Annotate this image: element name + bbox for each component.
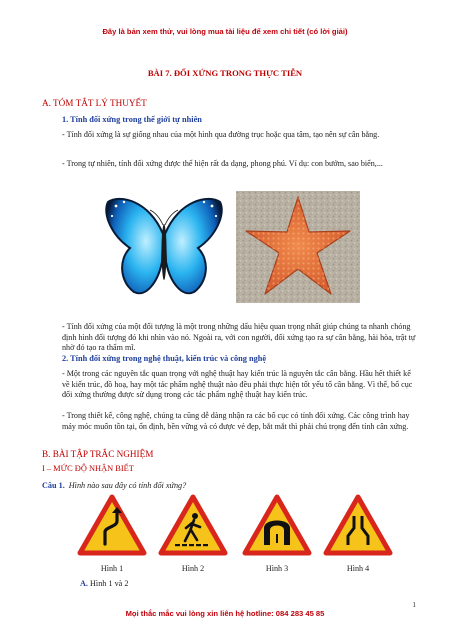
level-heading: I – MỨC ĐỘ NHẬN BIẾT <box>42 464 134 473</box>
section-b-heading: B. BÀI TẬP TRẮC NGHIỆM <box>42 449 154 459</box>
question-1-text: Hình nào sau đây có tính đối xứng? <box>68 481 187 490</box>
paragraph-design-technology: - Trong thiết kế, công nghệ, chúng ta cũng dễ dàng nhận ra các bố cục có tính đối xứng. Các công trình hay máy móc muốn tồn tại, ổn định, bền vững và có được vẻ đẹp, bắt mắt thì phải chú trọng đến tính cân xứng. <box>62 411 410 431</box>
butterfly-image <box>104 192 224 302</box>
starfish-image <box>236 191 360 303</box>
section-a-heading: A. TÓM TẮT LÝ THUYẾT <box>42 98 147 108</box>
footer-banner: Mọi thắc mắc vui lòng xin liên hệ hotline: 084 283 45 85 <box>125 609 325 618</box>
paragraph-balance-principle: - Một trong các nguyên tắc quan trọng với nghệ thuật hay kiến trúc là nguyên tắc cân bằng. Hầu hết thiết kế về kiến trúc, đồ hoạ, hay một tác phẩm nghệ thuật nào đều phải thực hiện tốt yếu tố cân bằng. Vì thế, bố cục đối xứng thường được sử dụng trong các tác phẩm nghệ thuật hay kiến trúc. <box>62 369 413 400</box>
page-title: BÀI 7. ĐỐI XỨNG TRONG THỰC TIỄN <box>147 68 303 78</box>
caption-hinh-3: Hình 3 <box>265 564 289 573</box>
header-banner: Đây là bản xem thử, vui lòng mua tài liệu để xem chi tiết (có lời giải) <box>102 27 348 36</box>
caption-hinh-1: Hình 1 <box>100 564 124 573</box>
answer-option-a <box>80 579 128 588</box>
pedestrian-crossing-sign <box>158 494 228 556</box>
subheading-art-architecture: 2. Tính đối xứng trong nghệ thuật, kiến trúc và công nghệ <box>62 354 267 363</box>
answer-a-text: Hình 1 và 2 <box>90 579 129 588</box>
question-1 <box>42 481 186 490</box>
subheading-nature: 1. Tính đối xứng trong thế giới tự nhiên <box>62 115 202 124</box>
paragraph-nature-examples: - Trong tự nhiên, tính đối xứng được thể hiện rất đa dạng, phong phú. Ví dụ: con bướm, sao biển,... <box>62 159 383 168</box>
paragraph-definition: - Tính đối xứng là sự giống nhau của một hình qua đường trục hoặc qua tâm, tạo nên sự cân bằng. <box>62 130 380 139</box>
paragraph-symmetry-importance: - Tính đối xứng của một đối tượng là một trong những dấu hiệu quan trọng nhất giúp chúng ta nhanh chóng định hình đối tượng đó khi nhìn vào nó. Ngoài ra, với con người, đối xứng tạo ra sự cân bằng, hài hòa, trật tự nhờ đó tạo ra thẩm mĩ. <box>62 322 416 353</box>
caption-hinh-4: Hình 4 <box>346 564 370 573</box>
tunnel-sign <box>242 494 312 556</box>
caption-hinh-2: Hình 2 <box>181 564 205 573</box>
question-1-label: Câu 1. <box>42 481 65 490</box>
road-narrows-sign <box>323 494 393 556</box>
answer-a-label: A. <box>80 579 88 588</box>
page-number: 1 <box>412 600 416 609</box>
double-bend-sign <box>77 494 147 556</box>
